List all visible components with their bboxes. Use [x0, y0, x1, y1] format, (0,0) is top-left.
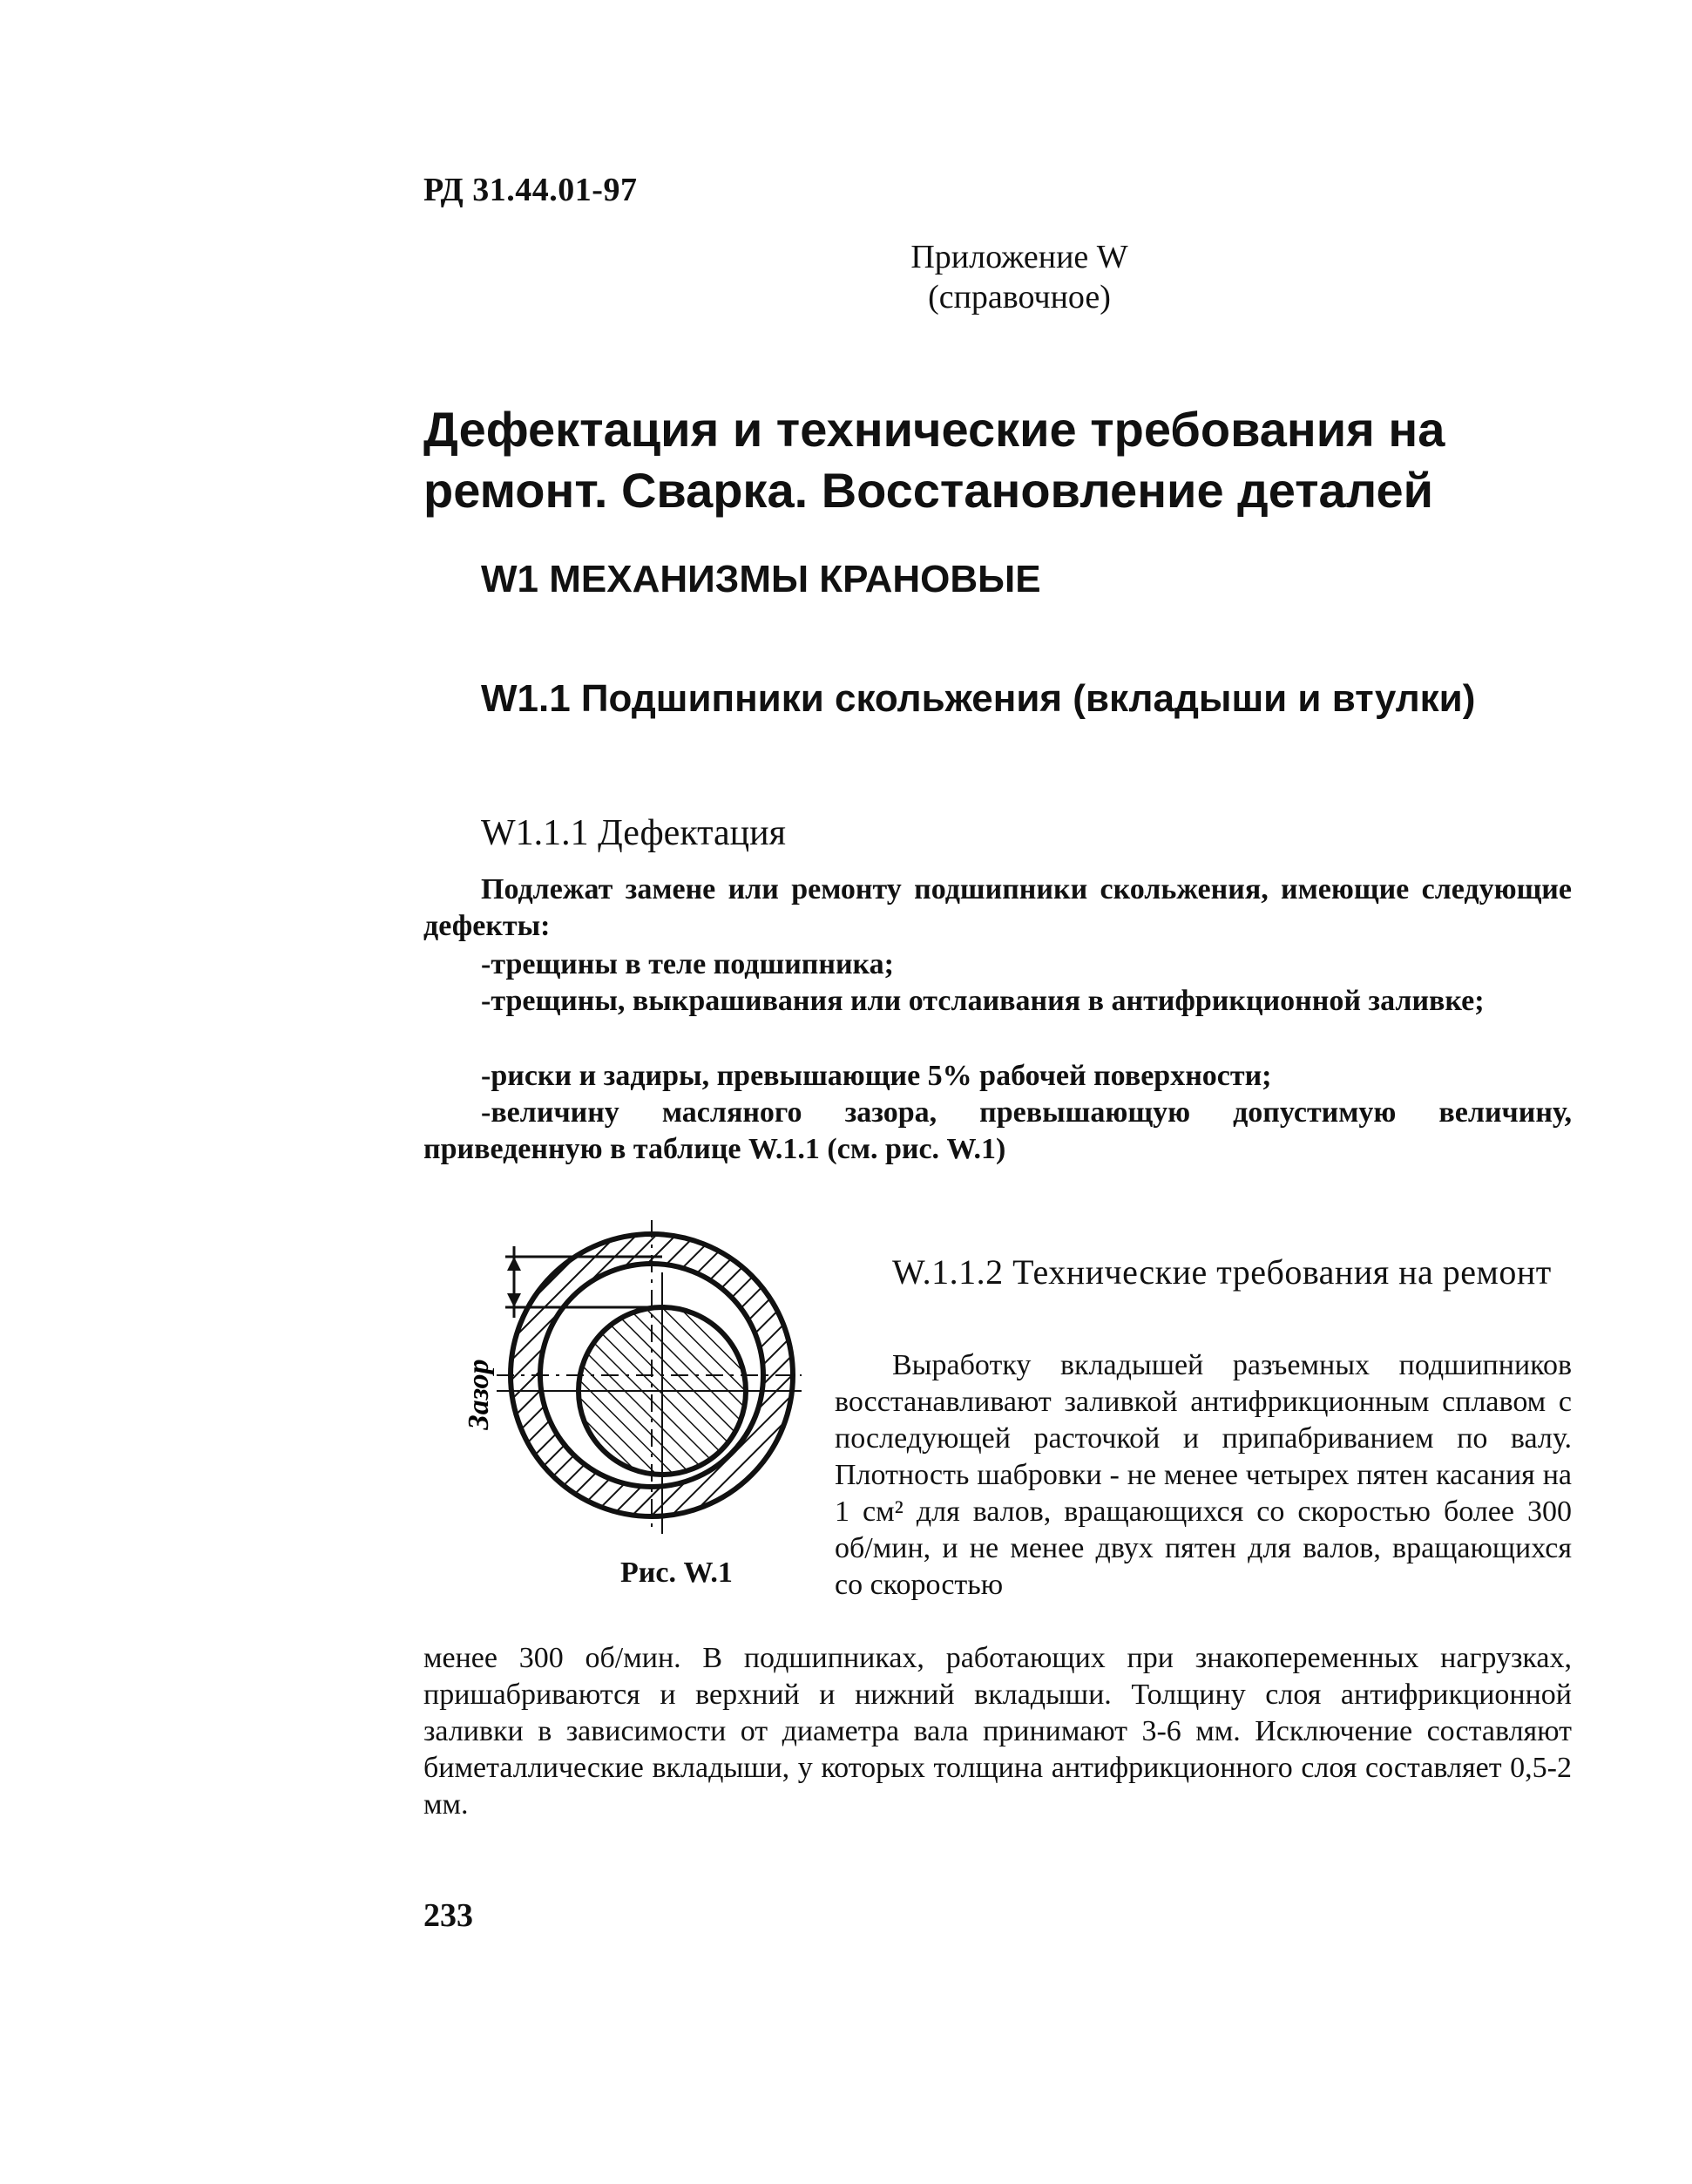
appendix-type: (справочное) [928, 279, 1111, 315]
document-number: РД 31.44.01-97 [423, 172, 638, 208]
subsection-heading: W1.1 Подшипники скольжения (вкладыши и втулки) [481, 677, 1476, 720]
defect-item-1: -трещины в теле подшипника; [481, 948, 894, 980]
defect-item-2: -трещины, выкрашивания или отслаивания в антифрикционной заливке; [481, 985, 1485, 1017]
defects-intro: Подлежат замене или ремонту подшипники скольжения, имеющие следующие дефекты: [423, 873, 1572, 942]
page-number: 233 [423, 1897, 473, 1934]
gap-label: Зазор [463, 1359, 495, 1430]
figure-caption: Рис. W.1 [620, 1557, 733, 1589]
subsubsection-heading: W1.1.1 Дефектация [481, 813, 786, 853]
requirements-heading: W.1.1.2 Технические требования на ремонт [892, 1252, 1552, 1292]
appendix-label [819, 237, 1220, 317]
requirements-paragraph-wrapped: Выработку вкладышей разъемных подшипников восстанавливают заливкой антифрикционным сплавом с последующей расточкой и припабриванием по валу. Плотность шабровки - не менее четырех пятен касания на 1 см² для валов, вращающихся со скоростью более 300 об/мин, и не менее двух пятен для валов, вращающихся со скоростью [835, 1349, 1572, 1601]
document-title: Дефектация и технические требования на ремонт. Сварка. Восстановление деталей [423, 402, 1445, 518]
requirements-paragraph-full: менее 300 об/мин. В подшипниках, работающих при знакопеременных нагрузках, пришабриваются и верхний и нижний вкладыши. Толщину слоя антифрикционной заливки в зависимости от диаметра вала принимают 3-6 мм. Исключение составляют биметаллические вкладыши, у которых толщина антифрикционного слоя составляет 0,5-2 мм. [423, 1642, 1572, 1821]
appendix-title: Приложение W [910, 239, 1128, 275]
defect-item-3: -риски и задиры, превышающие 5% рабочей поверхности; [481, 1060, 1272, 1092]
bearing-figure [453, 1220, 802, 1534]
defect-item-4: -величину масляного зазора, превышающую допустимую величину, приведенную в таблице W.1.1 (см. рис. W.1) [423, 1096, 1572, 1165]
section-heading: W1 МЕХАНИЗМЫ КРАНОВЫЕ [481, 558, 1041, 600]
